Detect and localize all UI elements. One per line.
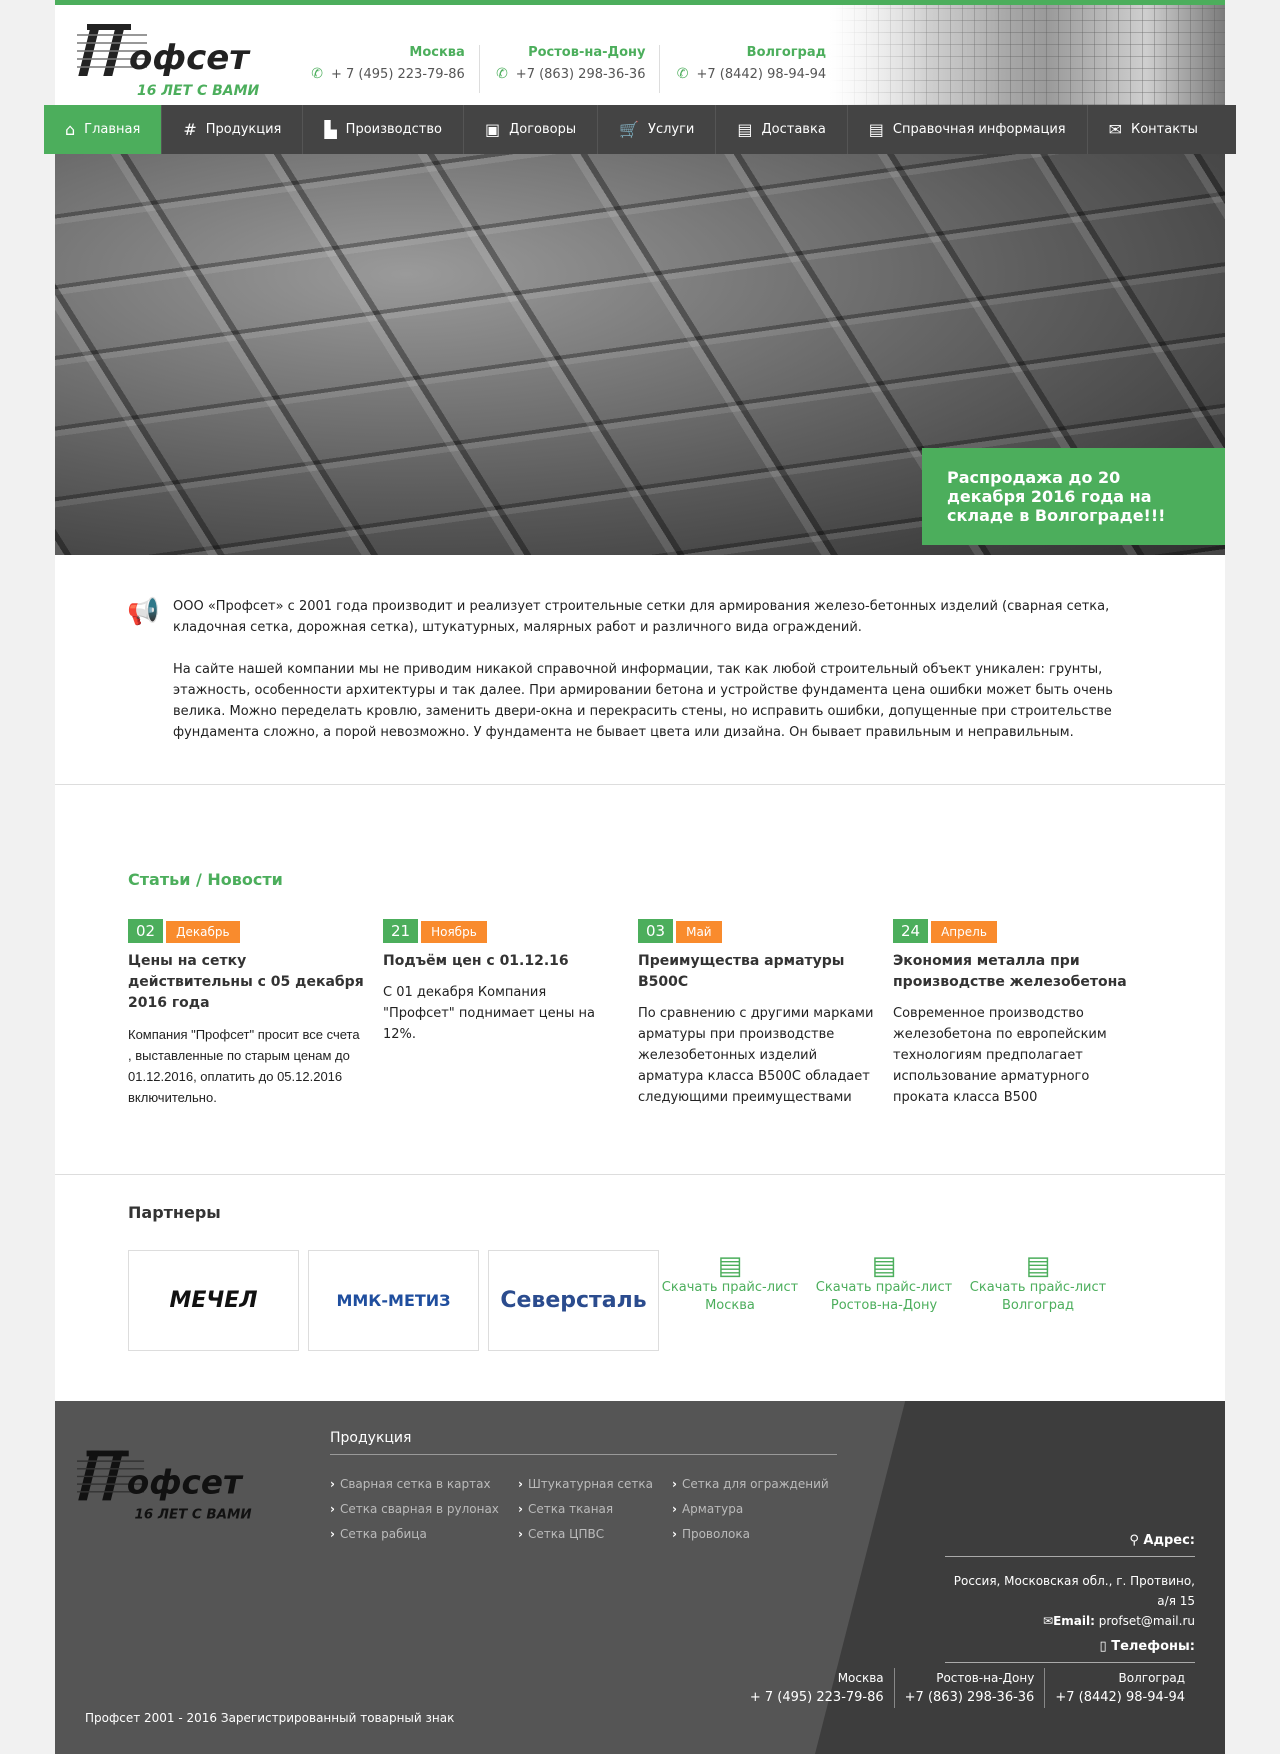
date-month: Май: [676, 921, 722, 943]
footer-phones: [740, 1668, 1195, 1708]
footer-products-title: Продукция: [330, 1430, 837, 1455]
date-month: Ноябрь: [421, 921, 487, 943]
header-decor-image: [830, 5, 1225, 105]
nav-item-delivery[interactable]: [716, 105, 847, 154]
profset-logo[interactable]: [77, 21, 317, 103]
nav-label[interactable]: Главная: [84, 122, 141, 137]
date-day: 21: [383, 919, 418, 943]
footer: [55, 1401, 1225, 1754]
hero-promo-banner[interactable]: Распродажа до 20 декабря 2016 года на складе в Волгограде!!!: [922, 448, 1225, 545]
megaphone-icon: 📢: [127, 597, 160, 627]
footer-link[interactable]: › Сетка ЦПВС: [518, 1525, 672, 1543]
news-item: [638, 919, 874, 1108]
hero-slider[interactable]: [55, 154, 1225, 555]
date-day: 24: [893, 919, 928, 943]
city-rostov: [479, 45, 660, 93]
partners-section: [55, 1175, 1225, 1401]
city-name: Москва: [409, 45, 465, 60]
nav-label[interactable]: Продукция: [205, 122, 282, 137]
envelope-icon: ✉: [1108, 119, 1122, 139]
nav-label[interactable]: Производство: [345, 122, 442, 137]
price-link-rostov[interactable]: [809, 1251, 959, 1315]
home-icon: ⌂: [65, 119, 76, 139]
nav-item-home[interactable]: [44, 105, 162, 154]
news-date: [638, 919, 874, 943]
id-card-icon: ▤: [737, 119, 753, 139]
date-day: 03: [638, 919, 673, 943]
main-nav: [44, 105, 1236, 154]
city-phone[interactable]: [494, 66, 646, 82]
page: [55, 0, 1225, 1754]
footer-link[interactable]: › Сетка тканая: [518, 1500, 672, 1518]
footer-link[interactable]: › Сетка для ограждений: [672, 1475, 837, 1493]
nav-label[interactable]: Договоры: [509, 122, 577, 137]
city-name: Ростов-на-Дону: [528, 45, 646, 60]
partner-name: Северсталь: [500, 1288, 647, 1313]
city-moscow: [295, 45, 479, 93]
phone-number[interactable]: + 7 (495) 223-79-86: [331, 66, 465, 82]
cart-icon: 🛒: [619, 119, 640, 139]
svg-text:16 ЛЕТ С ВАМИ: 16 ЛЕТ С ВАМИ: [137, 83, 260, 99]
news-title[interactable]: Цены на сетку действительны с 05 декабря 2016 года: [128, 953, 364, 1011]
svg-text:офсет: офсет: [129, 38, 250, 78]
price-link-volgograd[interactable]: [963, 1251, 1113, 1315]
news-item: [893, 919, 1129, 1108]
footer-link[interactable]: › Штукатурная сетка: [518, 1475, 672, 1493]
phone-icon: ✆: [676, 66, 689, 82]
phone-icon: ✆: [496, 66, 508, 82]
price-link-label[interactable]: Скачать прайс-лист Волгоград: [969, 1280, 1107, 1313]
nav-label[interactable]: Доставка: [761, 122, 826, 137]
news-item: [383, 919, 619, 1108]
price-link-moscow[interactable]: [655, 1251, 805, 1315]
address-label: [945, 1533, 1195, 1557]
news-date: [893, 919, 1129, 943]
footer-logo[interactable]: [77, 1447, 307, 1527]
intro-text: [173, 596, 1123, 743]
footer-link[interactable]: › Арматура: [672, 1500, 837, 1518]
document-icon: ▤: [871, 1251, 897, 1281]
mobile-icon: ▯: [1099, 1639, 1107, 1654]
intro-paragraph: На сайте нашей компании мы не приводим никакой справочной информации, так как любой строительный объект уникален: грунты, этажность, особенности архитектуры и так далее. При армировании бетона и устройстве фундамента цена ошибки может быть очень велика. Можно переделать кровлю, заменить двери-окна и перекрасить стены, но исправить ошибки, допущенные при строительстве фундамента сложно, а порой невозможно. У фундамента не бывает цвета или дизайна. Он бывает правильным и неправильным.: [173, 662, 1113, 740]
intro-section: [55, 555, 1225, 785]
news-item: [128, 919, 364, 1108]
footer-phone: [894, 1668, 1045, 1708]
news-excerpt: По сравнению с другими марками арматуры при производстве железобетонных изделий арматура класса В500С обладает следующими преимуществами: [638, 1006, 874, 1105]
partner-name: МЕЧЕЛ: [169, 1288, 258, 1313]
footer-phone-number[interactable]: +7 (8442) 98-94-94: [1055, 1690, 1185, 1705]
nav-item-contacts[interactable]: [1088, 105, 1219, 154]
phones-label: [945, 1639, 1195, 1663]
nav-label[interactable]: Услуги: [648, 122, 695, 137]
footer-link[interactable]: › Сетка сварная в рулонах: [330, 1500, 518, 1518]
footer-phone: [1044, 1668, 1195, 1708]
footer-phone-city: Москва: [837, 1671, 884, 1685]
news-title[interactable]: Преимущества арматуры В500С: [638, 953, 845, 990]
partners-heading: Партнеры: [128, 1203, 221, 1222]
news-list: [128, 919, 1129, 1108]
footer-products: [330, 1430, 837, 1543]
partner-logos: [128, 1250, 659, 1351]
footer-phone-city: Ростов-на-Дону: [936, 1671, 1035, 1685]
nav-label[interactable]: Справочная информация: [892, 122, 1066, 137]
footer-phone: [740, 1668, 894, 1708]
nav-label[interactable]: Контакты: [1131, 122, 1198, 137]
footer-phone-city: Волгоград: [1118, 1671, 1185, 1685]
news-heading[interactable]: Статьи / Новости: [128, 870, 283, 889]
address-text: Россия, Московская обл., г. Протвино, а/я 15: [953, 1574, 1195, 1608]
svg-text:офсет: офсет: [126, 1463, 242, 1502]
city-volgograd: [659, 45, 840, 93]
partner-logo-mmk[interactable]: [308, 1250, 479, 1351]
footer-contacts: [945, 1533, 1195, 1663]
document-icon: ▤: [1025, 1251, 1051, 1281]
footer-link[interactable]: › Сетка рабица: [330, 1525, 518, 1543]
partner-logo-severstal[interactable]: [488, 1250, 659, 1351]
news-date: [383, 919, 619, 943]
news-excerpt: Современное производство железобетона по европейским технологиям предполагает использование арматурного проката класса В500: [893, 1006, 1107, 1105]
footer-phone-number[interactable]: +7 (863) 298-36-36: [904, 1690, 1035, 1705]
phones-label-text: Телефоны:: [1111, 1639, 1195, 1654]
header: [55, 5, 1225, 105]
nav-item-reference[interactable]: [848, 105, 1088, 154]
envelope-icon: ✉: [1043, 1614, 1054, 1628]
price-link-label[interactable]: Скачать прайс-лист Москва: [661, 1280, 799, 1313]
date-month: Апрель: [931, 921, 997, 943]
footer-link[interactable]: › Проволока: [672, 1525, 837, 1543]
partner-name: ММК-МЕТИЗ: [336, 1291, 451, 1310]
partner-logo-mechel[interactable]: [128, 1250, 299, 1351]
address-label-text: Адрес:: [1143, 1533, 1195, 1548]
nav-item-products[interactable]: [162, 105, 303, 154]
document-icon: ▤: [717, 1251, 743, 1281]
city-name: Волгоград: [746, 45, 827, 60]
briefcase-icon: ▣: [484, 119, 501, 139]
footer-product-links: [330, 1475, 837, 1543]
date-month: Декабрь: [166, 921, 239, 943]
news-section: [55, 785, 1225, 1175]
phone-number[interactable]: +7 (863) 298-36-36: [515, 66, 646, 82]
intro-paragraph: ООО «Профсет» с 2001 года производит и реализует строительные сетки для армирования железо-бетонных изделий (сварная сетка, кладочная сетка, дорожная сетка), штукатурных, малярных работ и различного вида ограждений.: [173, 599, 1110, 635]
email-line: [945, 1611, 1195, 1631]
nav-item-contracts[interactable]: [464, 105, 598, 154]
news-excerpt: С 01 декабря Компания "Профсет" поднимает цены на 12%.: [383, 985, 595, 1042]
nav-item-services[interactable]: [598, 105, 716, 154]
news-title[interactable]: Подъём цен с 01.12.16: [383, 953, 569, 969]
city-phone[interactable]: [309, 66, 465, 82]
phone-icon: ✆: [311, 66, 323, 82]
city-phone[interactable]: [674, 66, 826, 82]
footer-link[interactable]: › Сварная сетка в картах: [330, 1475, 518, 1493]
date-day: 02: [128, 919, 163, 943]
phone-number[interactable]: +7 (8442) 98-94-94: [696, 66, 827, 82]
news-date: [128, 919, 364, 943]
news-excerpt: Компания "Профсет" просит все счета , выставленные по старым ценам до 01.12.2016, оплатить до 05.12.2016 включительно.: [128, 1027, 360, 1105]
copyright: Профсет 2001 - 2016 Зарегистрированный товарный знак: [85, 1711, 455, 1725]
map-marker-icon: ⚲: [1129, 1533, 1139, 1548]
footer-phone-number[interactable]: + 7 (495) 223-79-86: [749, 1690, 884, 1705]
svg-text:16 ЛЕТ С ВАМИ: 16 ЛЕТ С ВАМИ: [134, 1507, 252, 1523]
email-link[interactable]: profset@mail.ru: [1098, 1614, 1195, 1628]
email-label: Email:: [1053, 1614, 1095, 1628]
hash-icon: #: [183, 119, 197, 139]
price-link-label[interactable]: Скачать прайс-лист Ростов-на-Дону: [815, 1280, 953, 1313]
header-cities: [295, 45, 840, 93]
factory-icon: ▙: [324, 119, 337, 139]
news-title[interactable]: Экономия металла при производстве железобетона: [893, 953, 1127, 990]
id-card-icon: ▤: [868, 119, 884, 139]
price-list-links: [655, 1251, 1113, 1315]
nav-item-production[interactable]: [303, 105, 464, 154]
